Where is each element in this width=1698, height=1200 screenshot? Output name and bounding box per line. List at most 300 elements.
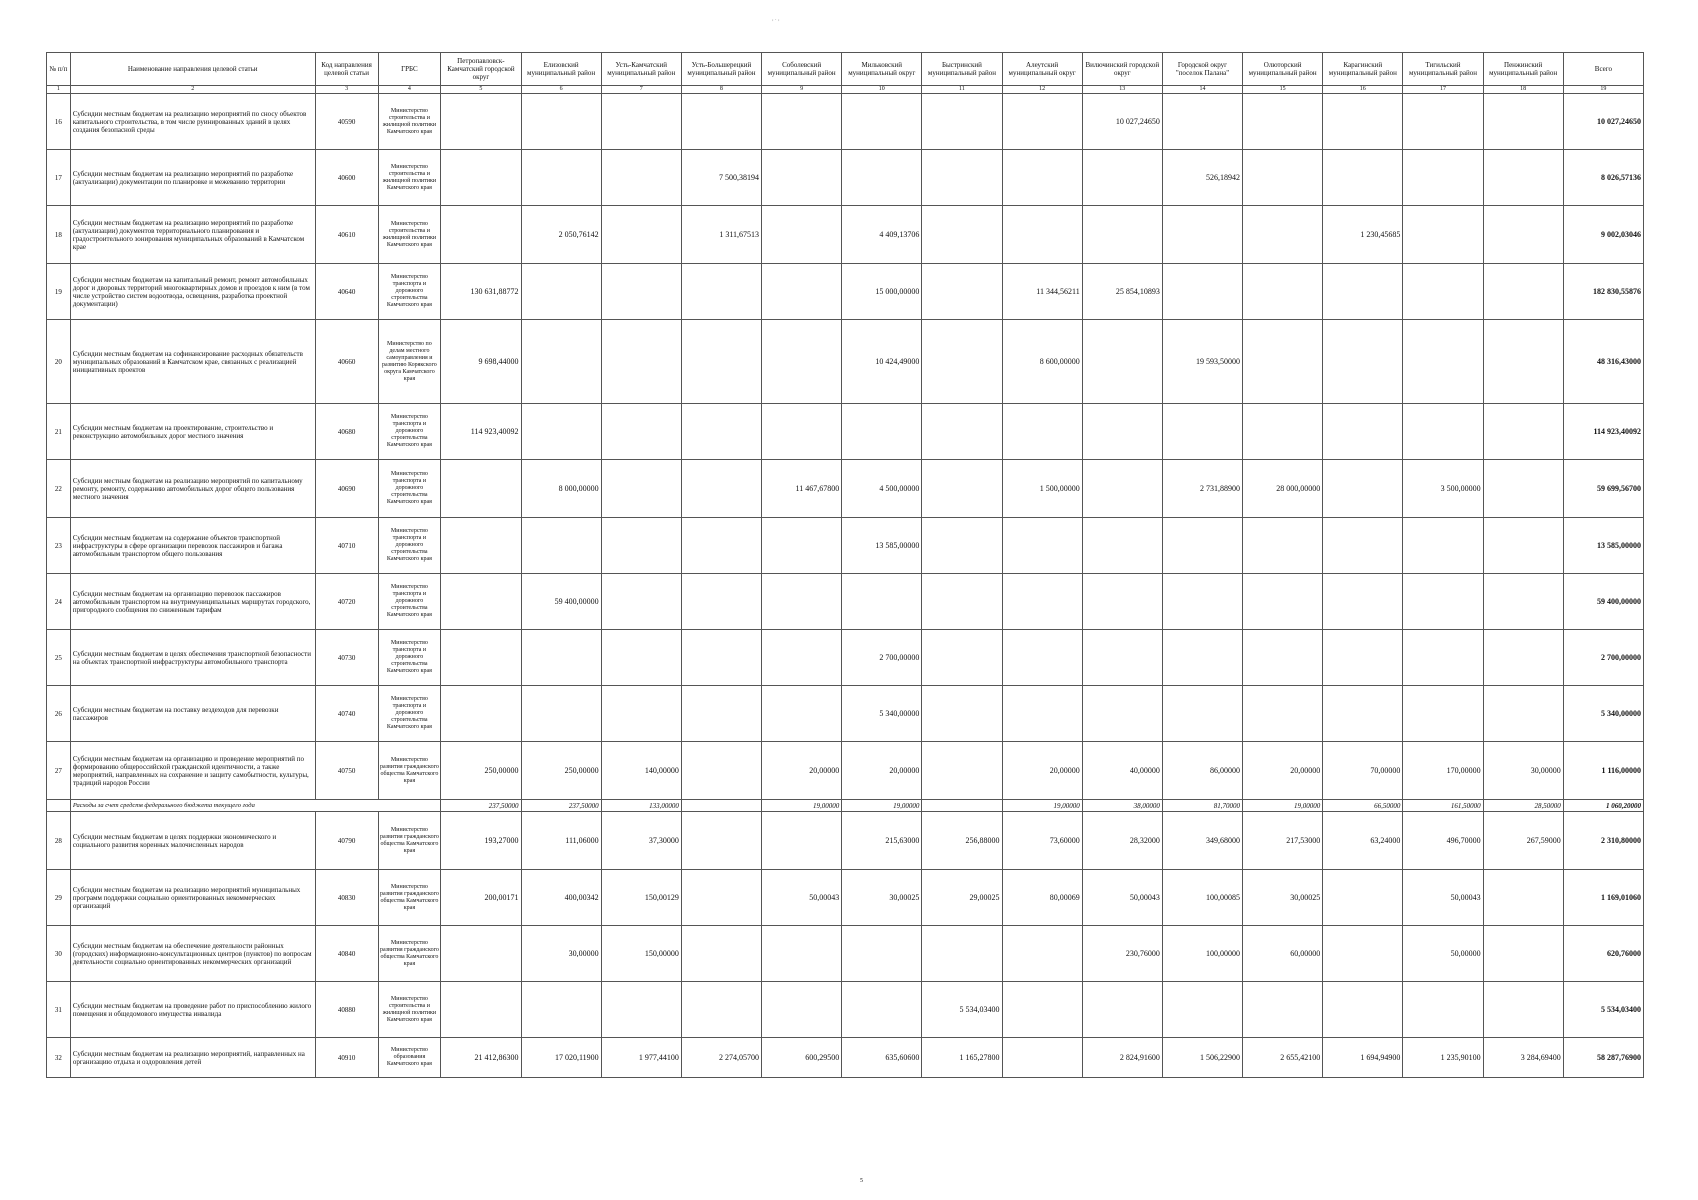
row-name-cell: Субсидии местным бюджетам на реализацию мероприятий по капитальному ремонту, ремонту, содержанию автомобильных дорог общего пользования местного значения	[70, 460, 315, 518]
value-cell	[1162, 574, 1242, 630]
value-cell	[842, 982, 922, 1038]
value-cell	[922, 800, 1002, 812]
value-cell: 1 506,22900	[1162, 1038, 1242, 1078]
column-header: Усть-Камчатский муниципальный район	[601, 53, 681, 86]
grbs-cell: Министерство транспорта и дорожного строительства Камчатского края	[378, 264, 441, 320]
value-cell	[1162, 518, 1242, 574]
value-cell	[842, 404, 922, 460]
value-cell: 400,00342	[521, 870, 601, 926]
column-header: Мильковский муниципальный округ	[842, 53, 922, 86]
value-cell	[1082, 686, 1162, 742]
value-cell	[1243, 686, 1323, 742]
value-cell	[1243, 94, 1323, 150]
row-name-cell: Субсидии местным бюджетам на капитальный ремонт, ремонт автомобильных дорог и дворовых территорий многоквартирных домов и проездов к ним (в том числе устройство систем водоотвода, освещения, разработка проектной документации)	[70, 264, 315, 320]
page-number: 5	[860, 1178, 863, 1184]
value-cell	[601, 982, 681, 1038]
value-cell	[681, 404, 761, 460]
value-cell	[1082, 404, 1162, 460]
value-cell	[1002, 206, 1082, 264]
value-cell	[1002, 518, 1082, 574]
column-index-cell: 14	[1162, 86, 1242, 94]
value-cell: 20,00000	[762, 742, 842, 800]
row-number-cell: 19	[47, 264, 71, 320]
value-cell	[1002, 150, 1082, 206]
value-cell	[1002, 94, 1082, 150]
value-cell	[1403, 404, 1483, 460]
value-cell	[1403, 94, 1483, 150]
value-cell: 50,00043	[1403, 870, 1483, 926]
row-name-cell: Субсидии местным бюджетам на софинансирование расходных обязательств муниципальных образований в Камчатском крае, связанных с реализацией инициативных проектов	[70, 320, 315, 404]
column-header: Усть-Большерецкий муниципальный район	[681, 53, 761, 86]
grbs-cell: Министерство строительства и жилищной политики Камчатского края	[378, 94, 441, 150]
table-row	[47, 264, 1644, 320]
code-cell: 40720	[315, 574, 378, 630]
value-cell	[441, 926, 521, 982]
value-cell	[681, 926, 761, 982]
value-cell: 50,00000	[1403, 926, 1483, 982]
value-cell	[1082, 320, 1162, 404]
total-cell: 8 026,57136	[1563, 150, 1643, 206]
value-cell	[762, 686, 842, 742]
value-cell: 50,00043	[762, 870, 842, 926]
value-cell: 250,00000	[441, 742, 521, 800]
table-row	[47, 518, 1644, 574]
value-cell	[441, 574, 521, 630]
value-cell: 1 311,67513	[681, 206, 761, 264]
value-cell	[1483, 870, 1563, 926]
table-row	[47, 870, 1644, 926]
column-header: Карагинский муниципальный район	[1323, 53, 1403, 86]
value-cell	[521, 320, 601, 404]
value-cell	[762, 264, 842, 320]
value-cell: 130 631,88772	[441, 264, 521, 320]
column-header: Код направления целевой статьи	[315, 53, 378, 86]
value-cell	[601, 686, 681, 742]
value-cell	[762, 574, 842, 630]
row-name-cell: Субсидии местным бюджетам на реализацию мероприятий, направленных на организацию отдыха и оздоровления детей	[70, 1038, 315, 1078]
value-cell	[601, 630, 681, 686]
column-index-cell: 15	[1243, 86, 1323, 94]
value-cell: 237,50000	[441, 800, 521, 812]
row-number-cell: 16	[47, 94, 71, 150]
table-row	[47, 630, 1644, 686]
value-cell	[601, 206, 681, 264]
code-cell: 40710	[315, 518, 378, 574]
value-cell: 28 000,00000	[1243, 460, 1323, 518]
table-row	[47, 574, 1644, 630]
value-cell	[1002, 926, 1082, 982]
value-cell	[601, 574, 681, 630]
value-cell	[441, 150, 521, 206]
value-cell: 193,27000	[441, 812, 521, 870]
code-cell: 40910	[315, 1038, 378, 1078]
value-cell	[1403, 518, 1483, 574]
value-cell: 1 977,44100	[601, 1038, 681, 1078]
value-cell	[1162, 686, 1242, 742]
value-cell	[1323, 926, 1403, 982]
column-header: Соболевский муниципальный район	[762, 53, 842, 86]
column-index-cell: 18	[1483, 86, 1563, 94]
value-cell	[922, 742, 1002, 800]
value-cell: 4 500,00000	[842, 460, 922, 518]
value-cell: 30,00000	[521, 926, 601, 982]
value-cell: 526,18942	[1162, 150, 1242, 206]
row-number-cell: 22	[47, 460, 71, 518]
value-cell	[922, 460, 1002, 518]
value-cell: 3 284,69400	[1483, 1038, 1563, 1078]
value-cell: 170,00000	[1403, 742, 1483, 800]
column-index-cell: 1	[47, 86, 71, 94]
value-cell	[521, 150, 601, 206]
grbs-cell: Министерство транспорта и дорожного строительства Камчатского края	[378, 518, 441, 574]
value-cell	[601, 150, 681, 206]
column-index-cell: 9	[762, 86, 842, 94]
column-header: № п/п	[47, 53, 71, 86]
table-row	[47, 1038, 1644, 1078]
value-cell: 2 274,05700	[681, 1038, 761, 1078]
column-index-cell: 7	[601, 86, 681, 94]
budget-table-container	[46, 52, 1644, 1078]
value-cell	[441, 518, 521, 574]
value-cell: 2 655,42100	[1243, 1038, 1323, 1078]
grbs-cell: Министерство развития гражданского общества Камчатского края	[378, 870, 441, 926]
column-header: Пенжинский муниципальный район	[1483, 53, 1563, 86]
value-cell	[681, 742, 761, 800]
value-cell	[521, 686, 601, 742]
grbs-cell: Министерство развития гражданского общества Камчатского края	[378, 742, 441, 800]
value-cell	[1323, 870, 1403, 926]
value-cell: 10 027,24650	[1082, 94, 1162, 150]
value-cell	[1483, 982, 1563, 1038]
row-number-cell	[47, 800, 71, 812]
column-header: Наименование направления целевой статьи	[70, 53, 315, 86]
value-cell	[441, 460, 521, 518]
value-cell	[1162, 206, 1242, 264]
value-cell: 59 400,00000	[521, 574, 601, 630]
grbs-cell: Министерство транспорта и дорожного строительства Камчатского края	[378, 460, 441, 518]
value-cell	[441, 982, 521, 1038]
value-cell	[1002, 574, 1082, 630]
value-cell	[681, 982, 761, 1038]
total-cell: 1 116,00000	[1563, 742, 1643, 800]
table-row	[47, 460, 1644, 518]
grbs-cell: Министерство транспорта и дорожного строительства Камчатского края	[378, 630, 441, 686]
federal-subtotal-row	[47, 800, 1644, 812]
value-cell	[1243, 630, 1323, 686]
value-cell: 81,70000	[1162, 800, 1242, 812]
value-cell: 19,00000	[1002, 800, 1082, 812]
value-cell	[441, 630, 521, 686]
value-cell: 11 344,56211	[1002, 264, 1082, 320]
row-number-cell: 21	[47, 404, 71, 460]
value-cell	[681, 94, 761, 150]
value-cell: 28,50000	[1483, 800, 1563, 812]
grbs-cell: Министерство образования Камчатского края	[378, 1038, 441, 1078]
total-cell: 5 534,03400	[1563, 982, 1643, 1038]
value-cell: 140,00000	[601, 742, 681, 800]
row-name-cell: Субсидии местным бюджетам на реализацию мероприятий муниципальных программ поддержки социально ориентированных некоммерческих организаций	[70, 870, 315, 926]
row-number-cell: 25	[47, 630, 71, 686]
value-cell: 15 000,00000	[842, 264, 922, 320]
value-cell: 37,30000	[601, 812, 681, 870]
value-cell	[1483, 404, 1563, 460]
value-cell: 30,00000	[1483, 742, 1563, 800]
value-cell	[1323, 150, 1403, 206]
value-cell	[762, 630, 842, 686]
value-cell: 2 824,91600	[1082, 1038, 1162, 1078]
column-header: Городской округ "поселок Палана"	[1162, 53, 1242, 86]
value-cell: 50,00043	[1082, 870, 1162, 926]
value-cell: 114 923,40092	[441, 404, 521, 460]
total-cell: 9 002,03046	[1563, 206, 1643, 264]
value-cell	[681, 320, 761, 404]
grbs-cell: Министерство строительства и жилищной политики Камчатского края	[378, 206, 441, 264]
row-number-cell: 31	[47, 982, 71, 1038]
value-cell	[681, 574, 761, 630]
value-cell	[1002, 982, 1082, 1038]
code-cell: 40690	[315, 460, 378, 518]
column-index-cell: 6	[521, 86, 601, 94]
value-cell	[922, 926, 1002, 982]
row-name-cell: Субсидии местным бюджетам в целях обеспечения транспортной безопасности на объектах транспортной инфраструктуры автомобильного транспорта	[70, 630, 315, 686]
value-cell	[842, 574, 922, 630]
value-cell	[1002, 630, 1082, 686]
column-index-cell: 8	[681, 86, 761, 94]
value-cell: 73,60000	[1002, 812, 1082, 870]
value-cell	[1082, 630, 1162, 686]
row-name-cell: Субсидии местным бюджетам на проведение работ по приспособлению жилого помещения и общедомового имущества инвалида	[70, 982, 315, 1038]
value-cell: 2 050,76142	[521, 206, 601, 264]
value-cell: 28,32000	[1082, 812, 1162, 870]
value-cell: 215,63000	[842, 812, 922, 870]
value-cell	[1002, 1038, 1082, 1078]
value-cell	[922, 630, 1002, 686]
total-cell: 1 060,20000	[1563, 800, 1643, 812]
value-cell: 20,00000	[1002, 742, 1082, 800]
value-cell	[922, 264, 1002, 320]
row-name-cell: Субсидии местным бюджетам на организацию перевозок пассажиров автомобильным транспортом на внутримуниципальных маршрутах городского, пригородного сообщения по сниженным тарифам	[70, 574, 315, 630]
value-cell	[1403, 206, 1483, 264]
value-cell	[1483, 320, 1563, 404]
value-cell	[1483, 264, 1563, 320]
value-cell	[1162, 630, 1242, 686]
value-cell: 2 700,00000	[842, 630, 922, 686]
value-cell: 3 500,00000	[1403, 460, 1483, 518]
column-index-row	[47, 86, 1644, 94]
grbs-cell: Министерство развития гражданского общества Камчатского края	[378, 926, 441, 982]
value-cell: 66,50000	[1323, 800, 1403, 812]
row-name-cell: Субсидии местным бюджетам на реализацию мероприятий по разработке (актуализации) документов территориального планирования и градостроительного зонирования муниципальных образований в Камчатском крае	[70, 206, 315, 264]
value-cell	[1162, 264, 1242, 320]
value-cell: 200,00171	[441, 870, 521, 926]
row-number-cell: 28	[47, 812, 71, 870]
value-cell	[1243, 404, 1323, 460]
value-cell	[922, 686, 1002, 742]
value-cell	[1082, 574, 1162, 630]
column-header: Тигильский муниципальный район	[1403, 53, 1483, 86]
value-cell: 230,76000	[1082, 926, 1162, 982]
value-cell: 7 500,38194	[681, 150, 761, 206]
value-cell: 60,00000	[1243, 926, 1323, 982]
value-cell: 635,60600	[842, 1038, 922, 1078]
value-cell: 600,29500	[762, 1038, 842, 1078]
row-number-cell: 32	[47, 1038, 71, 1078]
value-cell	[1483, 518, 1563, 574]
table-row	[47, 150, 1644, 206]
column-index-cell: 10	[842, 86, 922, 94]
grbs-cell: Министерство транспорта и дорожного строительства Камчатского края	[378, 574, 441, 630]
value-cell	[1403, 686, 1483, 742]
value-cell: 1 165,27800	[922, 1038, 1002, 1078]
column-header: Елизовский муниципальный район	[521, 53, 601, 86]
total-cell: 59 400,00000	[1563, 574, 1643, 630]
value-cell	[762, 518, 842, 574]
value-cell	[1323, 982, 1403, 1038]
value-cell	[681, 630, 761, 686]
value-cell	[922, 404, 1002, 460]
value-cell	[762, 926, 842, 982]
value-cell	[521, 982, 601, 1038]
value-cell	[922, 320, 1002, 404]
row-name-cell: Субсидии местным бюджетам на реализацию мероприятий по разработке (актуализации) документации по планировке и межеванию территории	[70, 150, 315, 206]
grbs-cell: Министерство транспорта и дорожного строительства Камчатского края	[378, 686, 441, 742]
value-cell	[441, 206, 521, 264]
column-index-cell: 16	[1323, 86, 1403, 94]
value-cell	[1483, 630, 1563, 686]
value-cell	[441, 94, 521, 150]
value-cell: 256,88000	[922, 812, 1002, 870]
value-cell: 1 235,90100	[1403, 1038, 1483, 1078]
grbs-cell: Министерство строительства и жилищной политики Камчатского края	[378, 150, 441, 206]
value-cell	[1403, 264, 1483, 320]
row-name-cell: Субсидии местным бюджетам на реализацию мероприятий по сносу объектов капитального строительства, в том числе руинированных зданий в целях создания безопасной среды	[70, 94, 315, 150]
value-cell	[601, 264, 681, 320]
value-cell	[1323, 630, 1403, 686]
column-index-cell: 11	[922, 86, 1002, 94]
scan-marks: , . ,	[772, 16, 780, 22]
value-cell	[922, 150, 1002, 206]
column-index-cell: 12	[1002, 86, 1082, 94]
column-header: Алеутский муниципальный округ	[1002, 53, 1082, 86]
value-cell: 161,50000	[1403, 800, 1483, 812]
row-number-cell: 20	[47, 320, 71, 404]
total-cell: 1 169,01060	[1563, 870, 1643, 926]
value-cell	[1403, 982, 1483, 1038]
value-cell	[1162, 982, 1242, 1038]
row-number-cell: 29	[47, 870, 71, 926]
total-cell: 48 316,43000	[1563, 320, 1643, 404]
value-cell	[1082, 150, 1162, 206]
value-cell	[1323, 686, 1403, 742]
value-cell: 21 412,86300	[441, 1038, 521, 1078]
value-cell	[601, 320, 681, 404]
value-cell	[1162, 94, 1242, 150]
column-header: ГРБС	[378, 53, 441, 86]
value-cell: 1 694,94900	[1323, 1038, 1403, 1078]
value-cell	[922, 574, 1002, 630]
value-cell: 9 698,44000	[441, 320, 521, 404]
value-cell	[1243, 264, 1323, 320]
value-cell	[1323, 404, 1403, 460]
budget-table	[46, 52, 1644, 1078]
value-cell	[681, 870, 761, 926]
value-cell: 5 534,03400	[922, 982, 1002, 1038]
value-cell	[1323, 574, 1403, 630]
code-cell: 40640	[315, 264, 378, 320]
code-cell: 40610	[315, 206, 378, 264]
code-cell: 40790	[315, 812, 378, 870]
value-cell	[1243, 574, 1323, 630]
table-row	[47, 982, 1644, 1038]
value-cell	[601, 518, 681, 574]
value-cell: 100,00085	[1162, 870, 1242, 926]
value-cell: 29,00025	[922, 870, 1002, 926]
value-cell	[1243, 150, 1323, 206]
value-cell	[521, 518, 601, 574]
row-name-cell: Субсидии местным бюджетам в целях поддержки экономического и социального развития коренных малочисленных народов	[70, 812, 315, 870]
value-cell	[681, 800, 761, 812]
table-row	[47, 206, 1644, 264]
code-cell: 40590	[315, 94, 378, 150]
value-cell	[1483, 460, 1563, 518]
row-name-cell: Субсидии местным бюджетам на содержание объектов транспортной инфраструктуры в сфере организации перевозок пассажиров и багажа автомобильным транспортом общего пользования	[70, 518, 315, 574]
value-cell: 20,00000	[1243, 742, 1323, 800]
row-number-cell: 30	[47, 926, 71, 982]
value-cell	[601, 404, 681, 460]
value-cell	[1323, 94, 1403, 150]
total-cell: 5 340,00000	[1563, 686, 1643, 742]
code-cell: 40750	[315, 742, 378, 800]
row-number-cell: 26	[47, 686, 71, 742]
value-cell: 19 593,50000	[1162, 320, 1242, 404]
table-row	[47, 94, 1644, 150]
value-cell: 38,00000	[1082, 800, 1162, 812]
value-cell	[681, 460, 761, 518]
value-cell	[762, 94, 842, 150]
grbs-cell: Министерство развития гражданского общества Камчатского края	[378, 812, 441, 870]
value-cell	[1002, 686, 1082, 742]
value-cell: 86,00000	[1162, 742, 1242, 800]
value-cell: 349,68000	[1162, 812, 1242, 870]
value-cell	[762, 320, 842, 404]
column-index-cell: 5	[441, 86, 521, 94]
value-cell: 63,24000	[1323, 812, 1403, 870]
value-cell	[1483, 574, 1563, 630]
value-cell: 267,59000	[1483, 812, 1563, 870]
code-cell: 40830	[315, 870, 378, 926]
row-number-cell: 23	[47, 518, 71, 574]
value-cell	[842, 150, 922, 206]
value-cell: 19,00000	[842, 800, 922, 812]
value-cell: 100,00000	[1162, 926, 1242, 982]
total-cell: 182 830,55876	[1563, 264, 1643, 320]
code-cell: 40600	[315, 150, 378, 206]
value-cell	[1403, 630, 1483, 686]
column-index-cell: 13	[1082, 86, 1162, 94]
row-name-cell: Субсидии местным бюджетам на организацию и проведение мероприятий по формированию общероссийской гражданской идентичности, а также мероприятий, направленных на сохранение и защиту самобытности, культуры, традиций народов России	[70, 742, 315, 800]
grbs-cell: Министерство строительства и жилищной политики Камчатского края	[378, 982, 441, 1038]
value-cell	[521, 264, 601, 320]
table-row	[47, 320, 1644, 404]
value-cell: 17 020,11900	[521, 1038, 601, 1078]
column-index-cell: 4	[378, 86, 441, 94]
value-cell: 19,00000	[1243, 800, 1323, 812]
value-cell: 8 000,00000	[521, 460, 601, 518]
column-index-cell: 19	[1563, 86, 1643, 94]
value-cell	[1323, 518, 1403, 574]
value-cell	[1483, 686, 1563, 742]
row-name-cell: Расходы за счет средств федерального бюджета текущего года	[70, 800, 441, 812]
